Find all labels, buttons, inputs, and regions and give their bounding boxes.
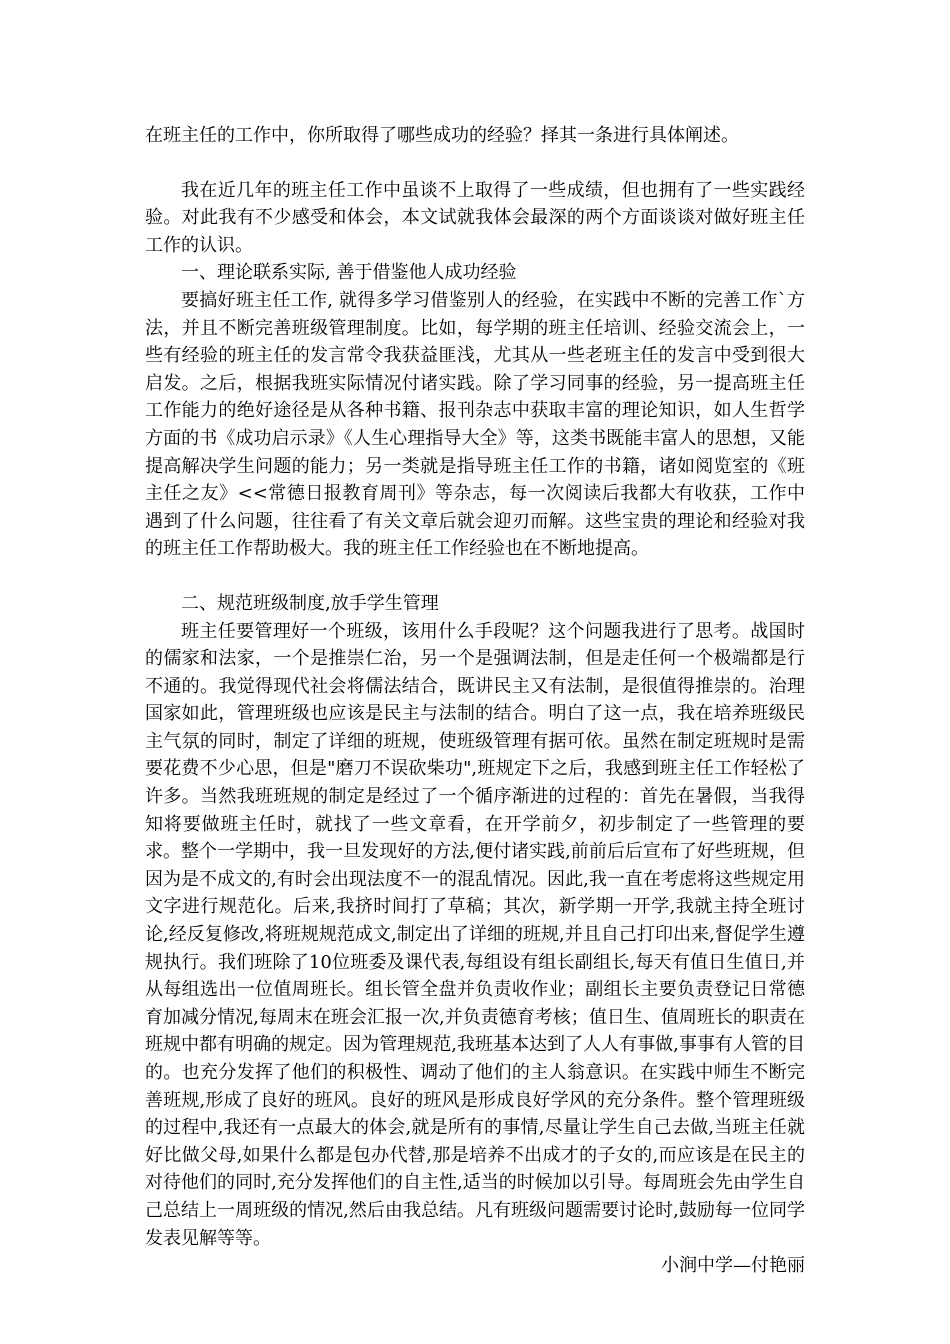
document-page [145,122,805,1280]
section-2-heading: 二、规范班级制度,放手学生管理 [181,592,439,614]
section-1-body: 要搞好班主任工作, 就得多学习借鉴别人的经验，在实践中不断的完善工作`方法，并且不断完善班级管理制度。比如，每学期的班主任培训、经验交流会上，一些有经验的班主任的发言常令我获益匪浅，尤其从一些老班主任的发言中受到很大启发。之后，根据我班实际情况付诸实践。除了学习同事的经验，另一提高班主任工作能力的绝好途径是从各种书籍、报刊杂志中获取丰富的理论知识，如人生哲学方面的书《成功启示录》《人生心理指导大全》等，这类书既能丰富人的思想，又能提高解决学生问题的能力；另一类就是指导班主任工作的书籍，诸如阅览室的《班主任之友》<<常德日报教育周刊》等杂志，每一次阅读后我都大有收获，工作中遇到了什么问题，往往看了有关文章后就会迎刃而解。这些宝贵的理论和经验对我的班主任工作帮助极大。我的班主任工作经验也在不断地提高。 [145,289,805,560]
section-2-body: 班主任要管理好一个班级，该用什么手段呢？这个问题我进行了思考。战国时的儒家和法家，一个是推崇仁治，另一个是强调法制，但是走任何一个极端都是行不通的。我觉得现代社会将儒法结合，既讲民主又有法制，是很值得推崇的。治理国家如此，管理班级也应该是民主与法制的结合。明白了这一点，我在培养班级民主气氛的同时，制定了详细的班规，使班级管理有据可依。虽然在制定班规时是需要花费不少心思，但是"磨刀不误砍柴功",班规定下之后，我感到班主任工作轻松了许多。当然我班班规的制定是经过了一个循序渐进的过程的：首先在暑假，当我得知将要做班主任时，就找了一些文章看，在开学前夕，初步制定了一些管理的要求。整个一学期中，我一旦发现好的方法,便付诸实践,前前后后宣布了好些班规，但因为是不成文的,有时会出现法度不一的混乱情况。因此,我一直在考虑将这些规定用文字进行规范化。后来,我挤时间打了草稿；其次，新学期一开学,我就主持全班讨论,经反复修改,将班规规范成文,制定出了详细的班规,并且自己打印出来,督促学生遵规执行。我们班除了10位班委及课代表,每组设有组长副组长,每天有值日生值日,并从每组选出一位值周班长。组长管全盘并负责收作业；副组长主要负责登记日常德育加减分情况,每周末在班会汇报一次,并负责德育考核；值日生、值周班长的职责在班规中都有明确的规定。因为管理规范,我班基本达到了人人有事做,事事有人管的目的。也充分发挥了他们的积极性、调动了他们的主人翁意识。在实践中师生不断完善班规,形成了良好的班风。良好的班风是形成良好学风的充分条件。整个管理班级的过程中,我还有一点最大的体会,就是所有的事情,尽量让学生自己去做,当班主任就好比做父母,如果什么都是包办代替,那是培养不出成才的子女的,而应该是在民主的对待他们的同时,充分发挥他们的自主性,适当的时候加以引导。每周班会先由学生自己总结上一周班级的情况,然后由我总结。凡有班级问题需要讨论时,鼓励每一位同学发表见解等等。 [145,620,805,1249]
intro-paragraph: 我在近几年的班主任工作中虽谈不上取得了一些成绩，但也拥有了一些实践经验。对此我有不少感受和体会，本文试就我体会最深的两个方面谈谈对做好班主任工作的认识。 [145,179,805,256]
section-1-heading: 一、理论联系实际, 善于借鉴他人成功经验 [181,262,517,284]
essay-question: 在班主任的工作中，你所取得了哪些成功的经验？择其一条进行具体阐述。 [145,125,739,146]
author-signature: 小涧中学—付艳丽 [661,1255,805,1277]
